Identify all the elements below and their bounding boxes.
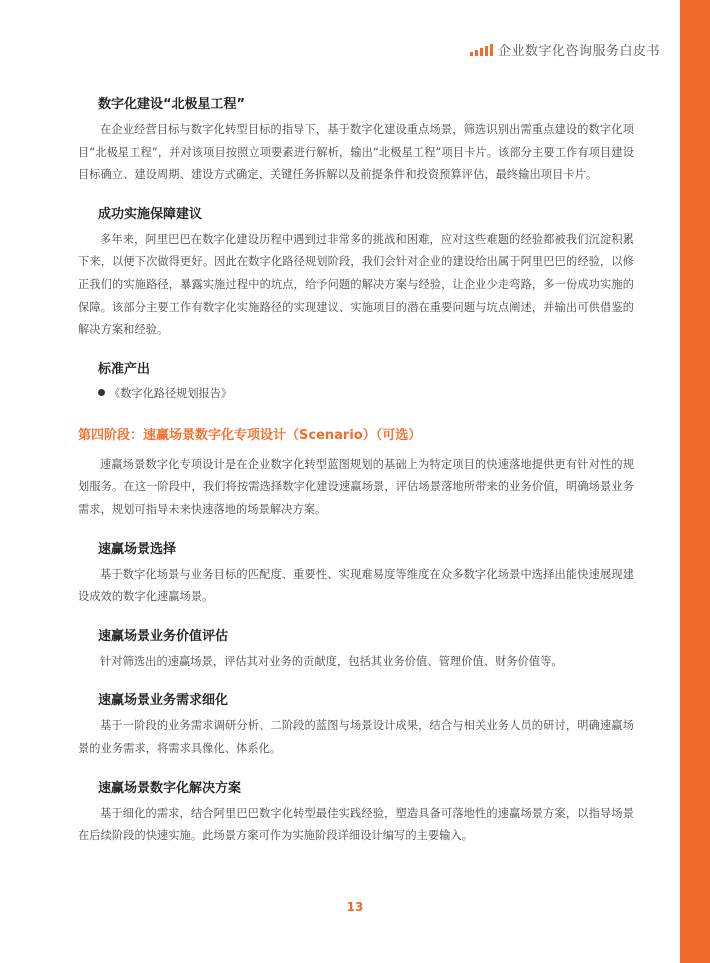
subsection-selection [78,540,634,609]
section-north-star [78,95,634,187]
list-item [98,384,634,404]
subsection-heading: 速赢场景数字化解决方案 [98,780,242,796]
side-accent-bar [680,0,710,963]
header-title: 企业数字化咨询服务白皮书 [497,44,660,59]
subsection-text: 针对筛选出的速赢场景，评估其对业务的贡献度，包括其业务价值、管理价值、财务价值等。 [100,654,563,668]
subsection-value [78,627,634,674]
stage-intro-block [78,454,634,522]
bullet-text: 《数字化路径规划报告》 [109,386,233,400]
stage-intro: 速赢场景数字化专项设计是在企业数字化转型蓝图规划的基础上为特定项目的快速落地提供更有针对性的规划服务。在这一阶段中，我们将按需选择数字化建设速赢场景，评估场景落地所带来的业务价值，明确场景业务需求，规划可指导未来快速落地的场景解决方案。 [78,457,634,516]
page-number: 13 [346,900,364,914]
section-heading: 数字化建设“北极星工程” [98,97,246,112]
subsection-heading: 速赢场景业务需求细化 [98,693,229,709]
subsection-requirements [78,691,634,760]
subsection-heading: 速赢场景业务价值评估 [98,628,229,644]
section-heading: 标准产出 [98,361,151,377]
subsection-solution [78,779,634,848]
section-heading: 成功实施保障建议 [98,206,203,222]
subsection-text: 基于一阶段的业务需求调研分析、二阶段的蓝图与场景设计成果，结合与相关业务人员的研讨，明确速赢场景的业务需求，将需求具像化、体系化。 [78,719,634,755]
page-content [78,95,634,866]
section-paragraph: 多年来，阿里巴巴在数字化建设历程中遇到过非常多的挑战和困难，应对这些难题的经验都被我们沉淀积累下来，以便下次做得更好。因此在数字化路径规划阶段，我们会针对企业的建设给出属于阿里巴巴的经验，以修正我们的实施路径，暴露实施过程中的坑点，给予问题的解决方案与经验，让企业少走弯路，多一份成功实施的保障。该部分主要工作有数字化实施路径的实现建议、实施项目的潜在重要问题与坑点阐述，并输出可供借鉴的解决方案和经验。 [78,232,634,337]
subsection-text: 基于细化的需求，结合阿里巴巴数字化转型最佳实践经验，塑造具备可落地性的速赢场景方案，以指导场景在后续阶段的快速实施。此场景方案可作为实施阶段详细设计编写的主要输入。 [78,806,634,843]
bar-chart-icon [470,44,493,56]
page-header [470,40,660,59]
stage-title: 第四阶段：速赢场景数字化专项设计（Scenario）（可选） [78,427,422,443]
subsection-text: 基于数字化场景与业务目标的匹配度、重要性、实现难易度等维度在众多数字化场景中选择出能快速展现建设成效的数字化速赢场景。 [78,567,634,604]
section-output [78,360,634,404]
section-paragraph: 在企业经营目标与数字化转型目标的指导下，基于数字化建设重点场景，筛选识别出需重点建设的数字化项目“北极星工程”，并对该项目按照立项要素进行解析，输出“北极星工程”项目卡片。该部分主要工作有项目建设目标确立、建设周期、建设方式确定、关键任务拆解以及前提条件和投资预算评估，最终输出项目卡片。 [78,123,634,182]
subsection-heading: 速赢场景选择 [98,541,177,557]
section-guarantee [78,205,634,342]
bullet-icon [98,389,105,396]
